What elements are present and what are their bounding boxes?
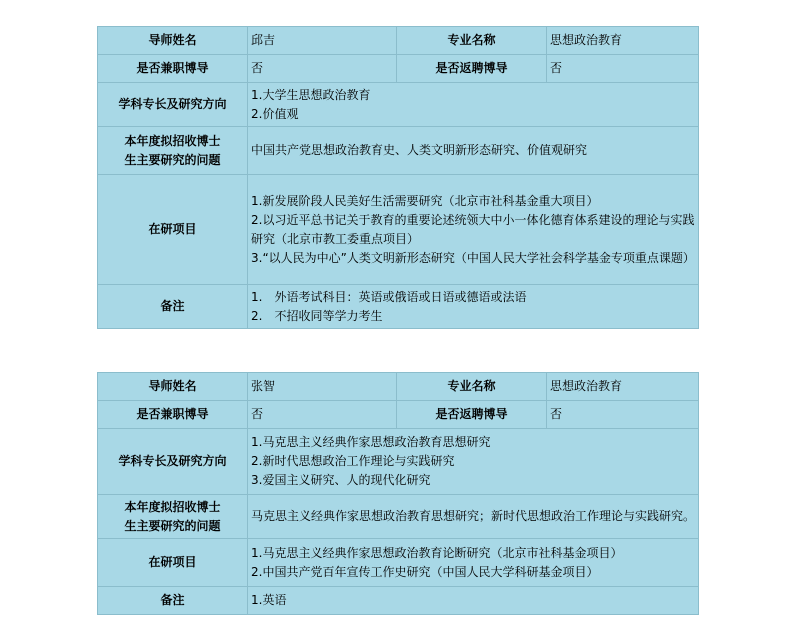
problem-value: 马克思主义经典作家思想政治教育思想研究；新时代思想政治工作理论与实践研究。 bbox=[248, 495, 699, 539]
parttime-label: 是否兼职博导 bbox=[98, 55, 248, 83]
supervisor-name: 张智 bbox=[248, 373, 397, 401]
notes-value bbox=[248, 285, 699, 329]
projects-row bbox=[98, 175, 699, 285]
parttime-label: 是否兼职博导 bbox=[98, 401, 248, 429]
name-row bbox=[98, 27, 699, 55]
problem-row bbox=[98, 127, 699, 175]
notes-row bbox=[98, 587, 699, 615]
research-label: 学科专长及研究方向 bbox=[98, 429, 248, 495]
problem-label-line: 生主要研究的问题 bbox=[124, 518, 221, 533]
problem-value: 中国共产党思想政治教育史、人类文明新形态研究、价值观研究 bbox=[248, 127, 699, 175]
research-line: 3.爱国主义研究、人的现代化研究 bbox=[251, 473, 431, 487]
rehired-value: 否 bbox=[547, 401, 699, 429]
projects-label: 在研项目 bbox=[98, 175, 248, 285]
notes-label: 备注 bbox=[98, 285, 248, 329]
name-row bbox=[98, 373, 699, 401]
problem-label-line: 本年度拟招收博士 bbox=[124, 133, 221, 148]
parttime-value: 否 bbox=[248, 401, 397, 429]
major-value: 思想政治教育 bbox=[547, 27, 699, 55]
projects-label: 在研项目 bbox=[98, 539, 248, 587]
project-item: 3.“以人民为中心”人类文明新形态研究（中国人民大学社会科学基金专项重点课题） bbox=[251, 250, 695, 265]
name-label: 导师姓名 bbox=[98, 373, 248, 401]
supervisor-table-2 bbox=[97, 372, 699, 615]
notes-label: 备注 bbox=[98, 587, 248, 615]
major-label: 专业名称 bbox=[397, 27, 547, 55]
research-line: 1.马克思主义经典作家思想政治教育思想研究 bbox=[251, 435, 491, 449]
note-line: 1. 外语考试科目：英语或俄语或日语或德语或法语 bbox=[251, 289, 527, 304]
project-item: 1.马克思主义经典作家思想政治教育论断研究（北京市社科基金项目） bbox=[251, 545, 623, 560]
projects-value bbox=[248, 175, 699, 285]
parttime-row bbox=[98, 55, 699, 83]
major-value: 思想政治教育 bbox=[547, 373, 699, 401]
rehired-label: 是否返聘博导 bbox=[397, 55, 547, 83]
research-row bbox=[98, 429, 699, 495]
notes-row bbox=[98, 285, 699, 329]
notes-value bbox=[248, 587, 699, 615]
problem-label bbox=[98, 127, 248, 175]
major-label: 专业名称 bbox=[397, 373, 547, 401]
research-label: 学科专长及研究方向 bbox=[98, 83, 248, 127]
problem-label-line: 本年度拟招收博士 bbox=[124, 499, 221, 514]
research-value bbox=[248, 429, 699, 495]
research-line: 2.新时代思想政治工作理论与实践研究 bbox=[251, 454, 455, 468]
note-line: 1.英语 bbox=[251, 593, 287, 607]
supervisor-table-1 bbox=[97, 26, 699, 329]
rehired-value: 否 bbox=[547, 55, 699, 83]
problem-label-line: 生主要研究的问题 bbox=[124, 152, 221, 167]
research-line: 2.价值观 bbox=[251, 106, 299, 121]
name-label: 导师姓名 bbox=[98, 27, 248, 55]
project-item: 2.以习近平总书记关于教育的重要论述统领大中小一体化德育体系建设的理论与实践研究（北京市教工委重点项目） bbox=[251, 212, 695, 246]
note-line: 2. 不招收同等学力考生 bbox=[251, 308, 383, 323]
research-row bbox=[98, 83, 699, 127]
research-value bbox=[248, 83, 699, 127]
problem-row bbox=[98, 495, 699, 539]
projects-value bbox=[248, 539, 699, 587]
projects-row bbox=[98, 539, 699, 587]
research-line: 1.大学生思想政治教育 bbox=[251, 87, 371, 102]
project-item: 1.新发展阶段人民美好生活需要研究（北京市社科基金重大项目） bbox=[251, 193, 599, 208]
parttime-value: 否 bbox=[248, 55, 397, 83]
parttime-row bbox=[98, 401, 699, 429]
project-item: 2.中国共产党百年宣传工作史研究（中国人民大学科研基金项目） bbox=[251, 564, 599, 579]
rehired-label: 是否返聘博导 bbox=[397, 401, 547, 429]
problem-label bbox=[98, 495, 248, 539]
supervisor-name: 邱吉 bbox=[248, 27, 397, 55]
